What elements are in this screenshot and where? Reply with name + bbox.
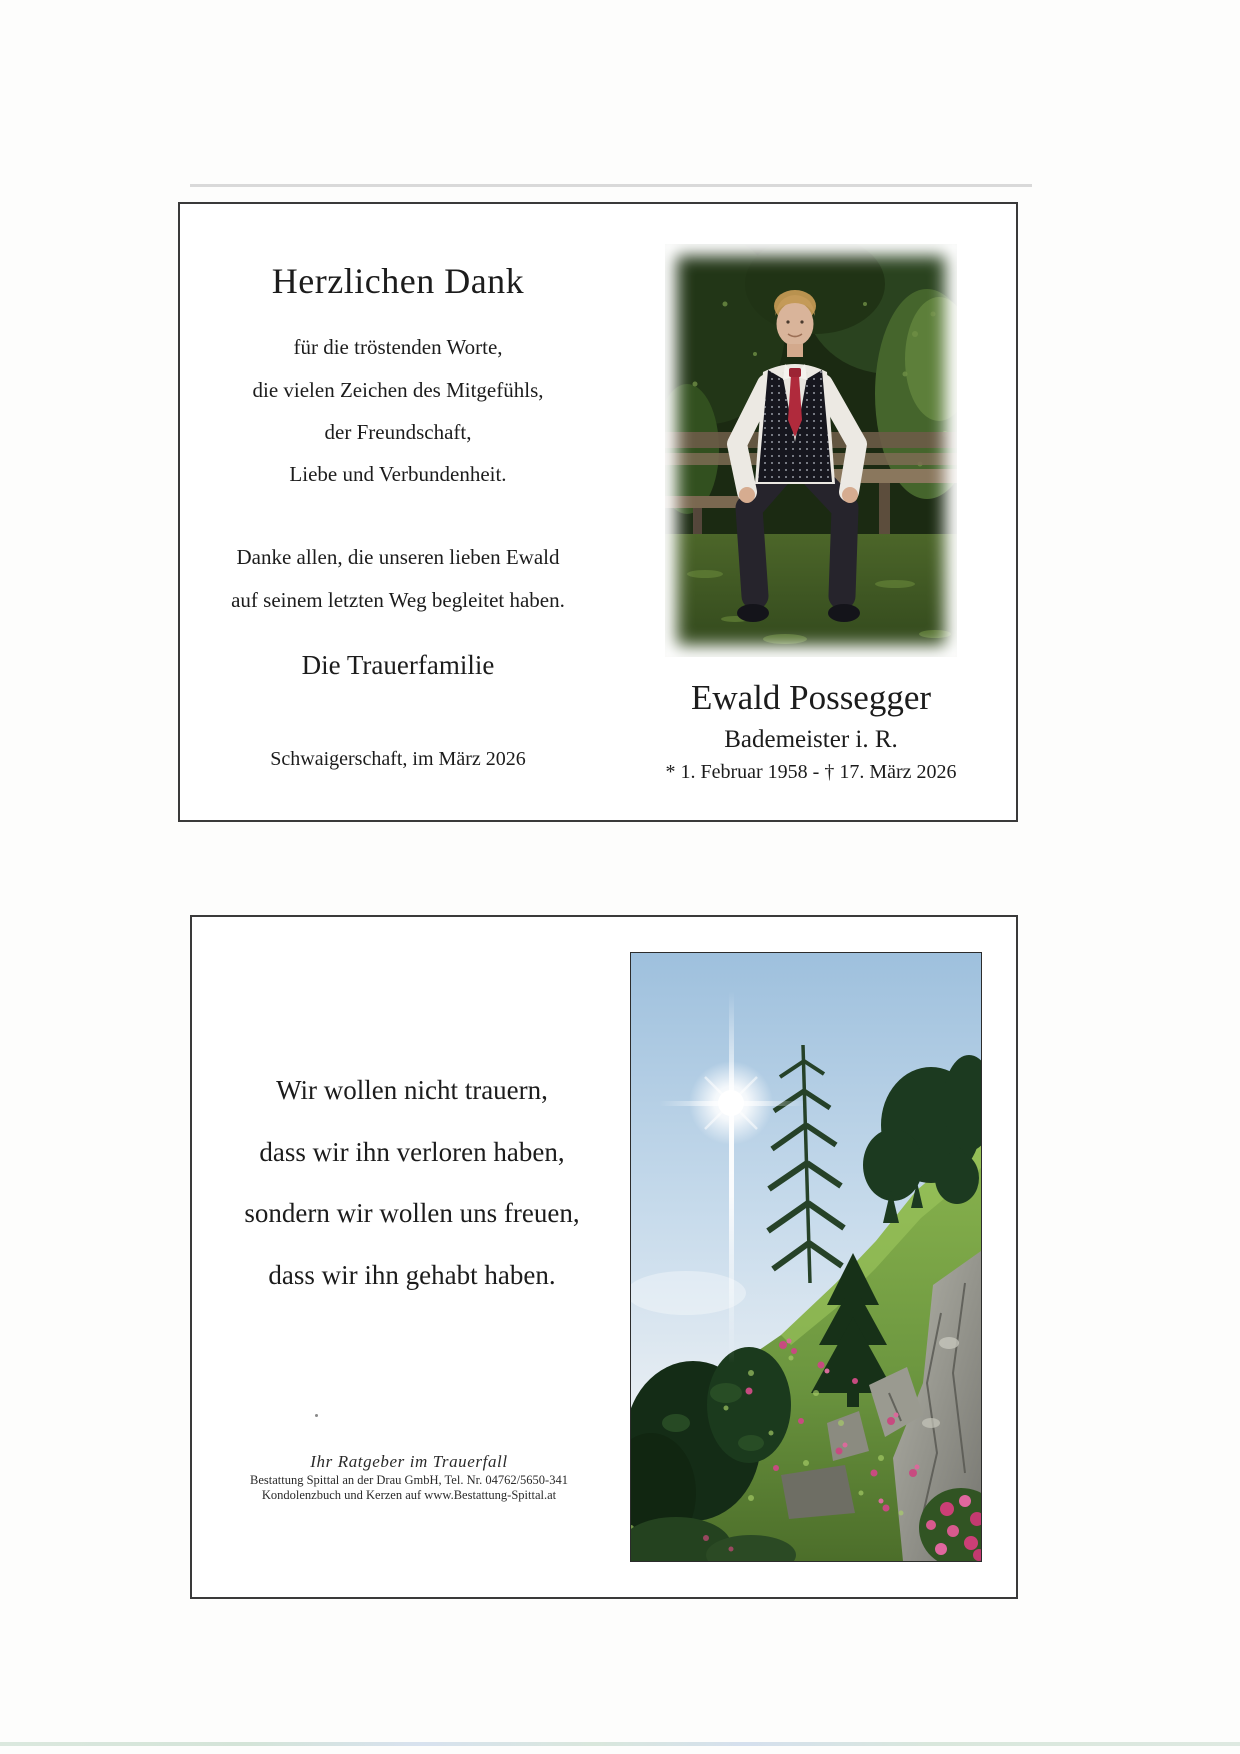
poem-line: Wir wollen nicht trauern, [276,1075,548,1105]
poem-line: dass wir ihn verloren haben, [259,1137,565,1167]
deceased-life-dates: * 1. Februar 1958 - † 17. März 2026 [665,761,957,783]
thanks-line: für die tröstenden Worte, [293,335,503,359]
funeral-home-company-line: Bestattung Spittal an der Drau GmbH, Tel. Nr. 04762/5650-341 [250,1473,568,1487]
thanks-line: die vielen Zeichen des Mitgefühls, [252,378,544,402]
thank-you-card [178,202,1018,822]
landscape-photo-illustration [631,953,981,1561]
deceased-name: Ewald Possegger [690,678,932,717]
gratitude-line: auf seinem letzten Weg begleitet haben. [231,588,565,612]
funeral-home-footer [194,917,624,1597]
remembrance-card [190,915,1018,1599]
poem-line: dass wir ihn gehabt haben. [268,1260,556,1290]
card-title: Herzlichen Dank [271,261,525,301]
deceased-profession: Bademeister i. R. [724,726,898,753]
scan-artifact-line-bottom [0,1742,1240,1746]
deceased-info-block [620,204,1002,820]
landscape-photo [630,952,982,1562]
thanks-line: Liebe und Verbundenheit. [289,462,507,486]
funeral-home-tagline: Ihr Ratgeber im Trauerfall [310,1452,508,1471]
poem-line: sondern wir wollen uns freuen, [244,1198,580,1228]
funeral-home-web-line: Kondolenzbuch und Kerzen auf www.Bestattung-Spittal.at [261,1488,557,1502]
gratitude-line: Danke allen, die unseren lieben Ewald [236,545,560,569]
thanks-line: der Freundschaft, [324,420,472,444]
thank-you-text-column [194,204,602,820]
family-signature: Die Trauerfamilie [301,650,495,680]
place-and-date: Schwaigerschaft, im März 2026 [270,748,526,770]
scan-artifact-line-top [190,184,1032,187]
